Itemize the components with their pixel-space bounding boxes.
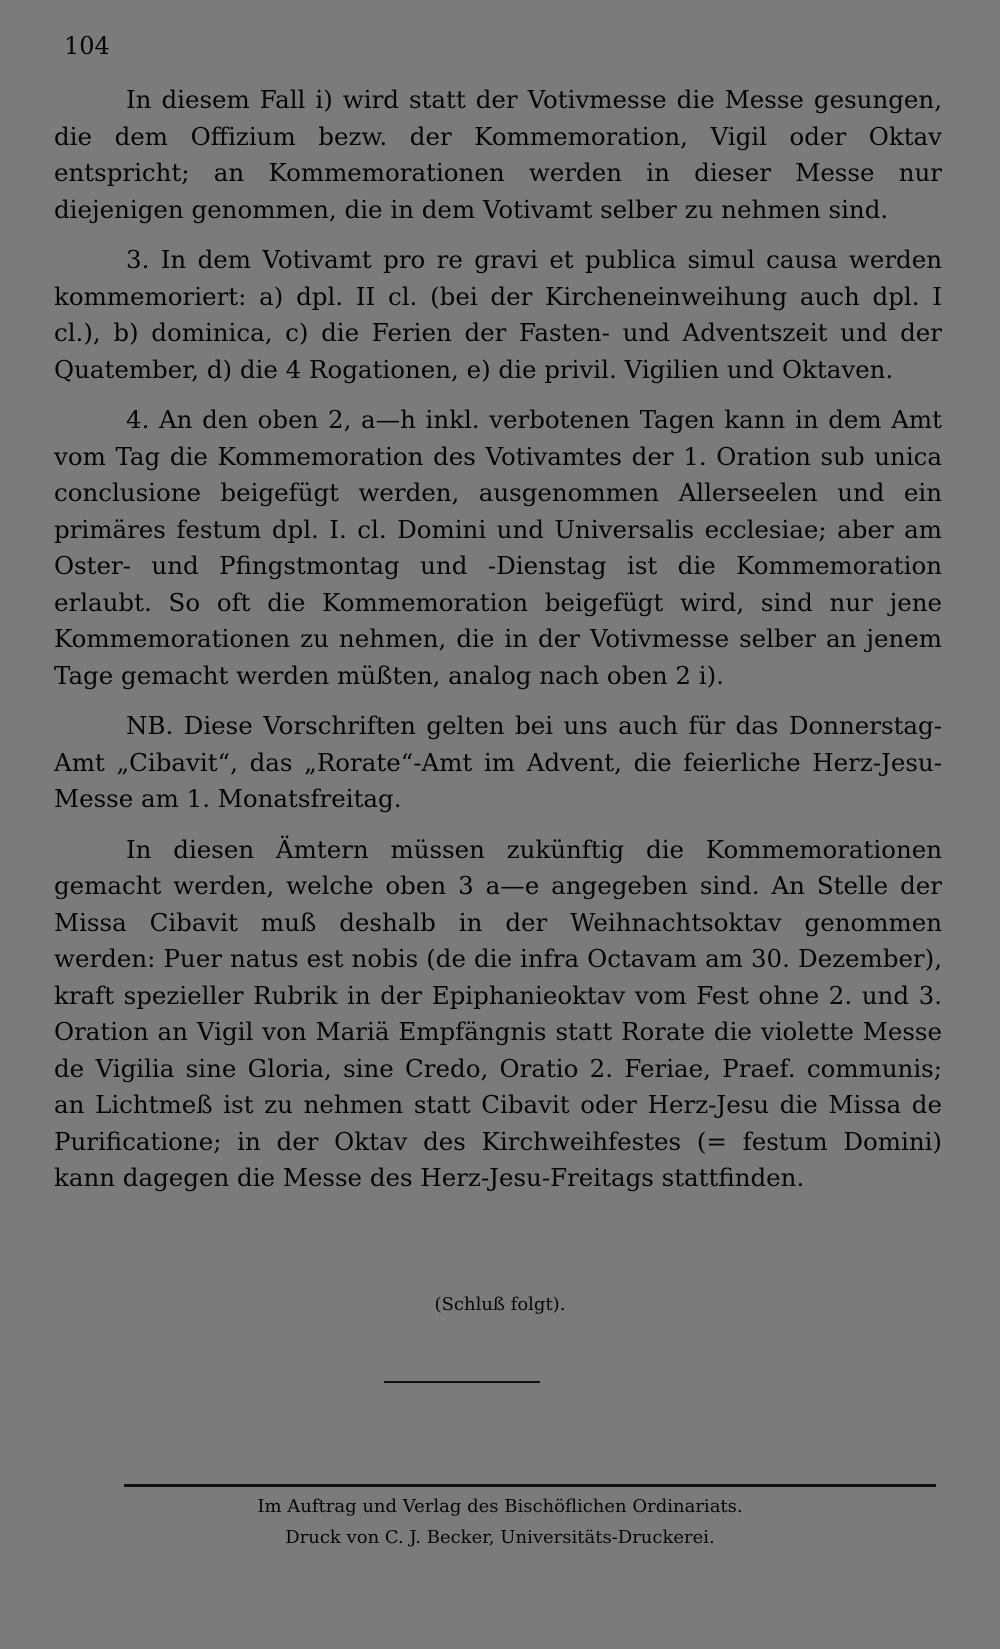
paragraph-in-diesen-aemtern: In diesen Ämtern müssen zukünftig die Kommemorationen gemacht werden, welche oben 3 a—e angegeben sind. An Stelle der Missa Cibavit muß deshalb in der Weihnachtsoktav genommen werden: Puer natus est nobis (de die infra Octavam am 30. Dezember), kraft spezieller Rubrik in der Epiphanieoktav vom Fest ohne 2. und 3. Oration an Vigil von Mariä Empfängnis statt Rorate die violette Messe de Vigilia sine Gloria, sine Credo, Oratio 2. Feriae, Praef. communis; an Lichtmeß ist zu nehmen statt Cibavit oder Herz-Jesu die Missa de Purificatione; in der Oktav des Kirchweihfestes (= festum Domini) kann dagegen die Messe des Herz-Jesu-Freitags stattfinden. xyxy=(54,834,942,1192)
imprint-printer: Druck von C. J. Becker, Universitäts-Druckerei. xyxy=(285,1527,715,1548)
paragraph-point-4: 4. An den oben 2, a—h inkl. verbotenen Tagen kann in dem Amt vom Tag die Kommemoration des Votivamtes der 1. Oration sub unica conclusione beigefügt werden, ausgenommen Allerseelen und ein primäres festum dpl. I. cl. Domini und Universalis ecclesiae; aber am Oster- und Pfingstmontag und -Dienstag ist die Kommemoration erlaubt. So oft die Kommemoration beigefügt wird, sind nur jene Kommemorationen zu nehmen, die in der Votivmesse selber an jenem Tage gemacht werden müßten, analog nach oben 2 i). xyxy=(54,405,942,690)
paragraph-nb: NB. Diese Vorschriften gelten bei uns auch für das Donnerstag-Amt „Cibavit“, das „Rorate“-Amt im Advent, die feierliche Herz-Jesu-Messe am 1. Monatsfreitag. xyxy=(54,711,942,813)
sequel-note: (Schluß folgt). xyxy=(434,1294,566,1315)
section-divider xyxy=(384,1381,540,1383)
paragraph-point-3: 3. In dem Votivamt pro re gravi et publica simul causa werden kommemoriert: a) dpl. II cl. (bei der Kircheneinweihung auch dpl. I cl.), b) dominica, c) die Ferien der Fasten- und Adventszeit und der Quatember, d) die 4 Rogationen, e) die privil. Vigilien und Oktaven. xyxy=(54,245,942,384)
page-number: 104 xyxy=(64,32,110,60)
paragraph-in-diesem-fall: In diesem Fall i) wird statt der Votivmesse die Messe gesungen, die dem Offizium bezw. der Kommemoration, Vigil oder Oktav entspricht; an Kommemorationen werden in dieser Messe nur diejenigen genommen, die in dem Votivamt selber zu nehmen sind. xyxy=(54,85,942,224)
imprint-publisher: Im Auftrag und Verlag des Bischöflichen Ordinariats. xyxy=(257,1496,743,1517)
body-text xyxy=(54,82,942,1211)
footer-rule xyxy=(124,1484,936,1487)
